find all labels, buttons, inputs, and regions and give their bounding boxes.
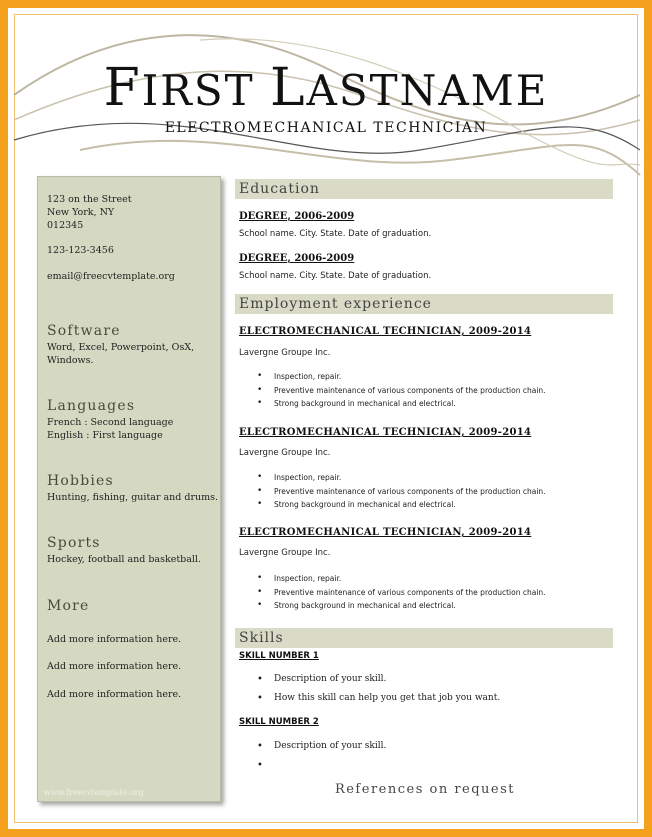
skills-heading: Skills xyxy=(235,628,613,648)
job-bullets xyxy=(257,572,546,613)
list-item: • Strong background in mechanical and electrical. xyxy=(257,599,546,613)
job-company: Lavergne Groupe Inc. xyxy=(239,348,331,358)
more-item: Add more information here. xyxy=(47,689,182,700)
hobbies-heading: Hobbies xyxy=(47,473,114,489)
list-item: • Preventive maintenance of various components of the production chain. xyxy=(257,586,546,600)
address-line: 123 on the Street xyxy=(47,194,132,205)
job-entry-title: ELECTROMECHANICAL TECHNICIAN, 2009-2014 xyxy=(239,527,532,538)
list-item: • Inspection, repair. xyxy=(257,572,546,586)
sidebar xyxy=(37,176,221,802)
job-title: ELECTROMECHANICAL TECHNICIAN xyxy=(164,120,488,136)
sports-heading: Sports xyxy=(47,535,101,551)
degree-detail: School name. City. State. Date of graduation. xyxy=(239,229,432,239)
list-item: • Inspection, repair. xyxy=(257,471,546,485)
phone: 123-123-3456 xyxy=(47,245,114,256)
education-heading: Education xyxy=(235,179,613,199)
job-company: Lavergne Groupe Inc. xyxy=(239,448,331,458)
list-item: • How this skill can help you get that job you want. xyxy=(257,689,500,708)
list-item: • Strong background in mechanical and electrical. xyxy=(257,397,546,411)
languages-line: English : First language xyxy=(47,430,163,441)
software-text: Word, Excel, Powerpoint, OsX, Windows. xyxy=(47,342,195,366)
sports-text: Hockey, football and basketball. xyxy=(47,554,202,565)
job-bullets xyxy=(257,471,546,512)
job-entry-title: ELECTROMECHANICAL TECHNICIAN, 2009-2014 xyxy=(239,427,532,438)
list-item: • Inspection, repair. xyxy=(257,370,546,384)
references-note: References on request xyxy=(334,782,516,797)
name-initial-first: F xyxy=(103,58,142,118)
skill-bullets xyxy=(257,737,386,756)
name-last-rest: ASTNAME xyxy=(306,66,549,115)
languages-line: French : Second language xyxy=(47,417,174,428)
hobbies-text: Hunting, fishing, guitar and drums. xyxy=(47,492,219,503)
list-item: • Strong background in mechanical and electrical. xyxy=(257,498,546,512)
degree-title: DEGREE, 2006-2009 xyxy=(239,211,355,222)
name-initial-last: L xyxy=(270,58,307,118)
name-first-rest: IRST xyxy=(141,66,271,115)
list-item: • Preventive maintenance of various components of the production chain. xyxy=(257,384,546,398)
address-line: 012345 xyxy=(47,220,84,231)
job-bullets xyxy=(257,370,546,411)
more-item: Add more information here. xyxy=(47,634,182,645)
job-company: Lavergne Groupe Inc. xyxy=(239,548,331,558)
more-heading: More xyxy=(47,598,90,614)
employment-heading: Employment experience xyxy=(235,294,613,314)
software-heading: Software xyxy=(47,323,121,339)
job-entry-title: ELECTROMECHANICAL TECHNICIAN, 2009-2014 xyxy=(239,326,532,337)
list-item: • Description of your skill. xyxy=(257,737,386,756)
skill-name: SKILL NUMBER 1 xyxy=(239,651,319,661)
list-item: • Description of your skill. xyxy=(257,670,500,689)
main-content xyxy=(235,0,615,837)
languages-heading: Languages xyxy=(47,398,136,414)
degree-title: DEGREE, 2006-2009 xyxy=(239,253,355,264)
footer-url: www.freecvtemplate.org xyxy=(44,788,144,797)
more-item: Add more information here. xyxy=(47,661,182,672)
list-item: • Preventive maintenance of various components of the production chain. xyxy=(257,485,546,499)
address-line: New York, NY xyxy=(47,207,115,218)
skill-bullets xyxy=(257,670,500,708)
skill-name: SKILL NUMBER 2 xyxy=(239,717,319,727)
email: email@freecvtemplate.org xyxy=(47,271,175,282)
degree-detail: School name. City. State. Date of graduation. xyxy=(239,271,432,281)
